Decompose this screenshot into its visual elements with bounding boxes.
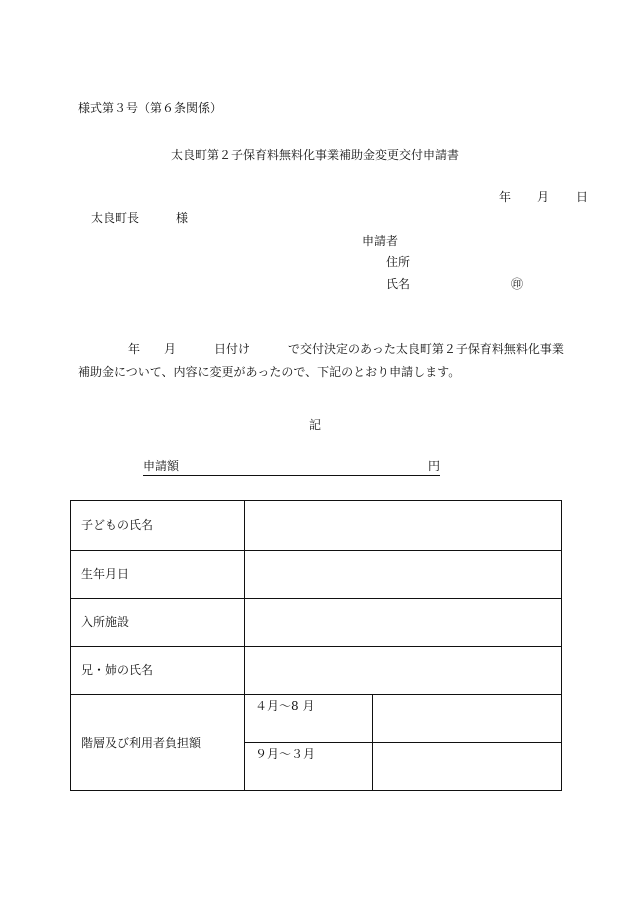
birth-date-value	[245, 551, 562, 599]
period-2-value	[373, 743, 562, 791]
seal-mark: ㊞	[511, 277, 524, 291]
table-row	[71, 647, 562, 695]
document-title: 太良町第２子保育料無料化事業補助金変更交付申請書	[170, 148, 459, 162]
facility-value	[245, 599, 562, 647]
body-day-attached-label: 日付け	[214, 342, 251, 356]
sibling-name-value	[245, 647, 562, 695]
period-1-label: ４月～8 月	[245, 695, 373, 743]
addressee-name: 太良町長	[91, 211, 140, 225]
facility-label: 入所施設	[71, 599, 245, 647]
table-row	[71, 501, 562, 551]
name-label: 氏名	[386, 277, 411, 291]
body-line-2: 補助金について、内容に変更があったので、下記のとおり申請します。	[78, 365, 461, 379]
date-year-label: 年	[499, 190, 512, 204]
amount-line	[143, 459, 440, 476]
body-year-label: 年	[128, 342, 141, 356]
body-month-label: 月	[164, 342, 177, 356]
date-day-label: 日	[576, 190, 589, 204]
ki-heading: 記	[308, 418, 321, 432]
table-row	[71, 599, 562, 647]
addressee-suffix: 様	[176, 211, 189, 225]
address-label: 住所	[386, 255, 411, 269]
birth-date-label: 生年月日	[71, 551, 245, 599]
form-number: 様式第３号（第６条関係）	[78, 101, 223, 115]
info-table	[70, 500, 562, 791]
amount-label: 申請額	[143, 459, 180, 473]
burden-label: 階層及び利用者負担額	[71, 695, 245, 791]
child-name-label: 子どもの氏名	[71, 501, 245, 551]
amount-unit: 円	[427, 459, 440, 473]
applicant-label: 申請者	[362, 234, 399, 248]
period-2-label: ９月～３月	[245, 743, 373, 791]
body-line-1-text: で交付決定のあった太良町第２子保育料無料化事業	[288, 342, 564, 356]
date-month-label: 月	[537, 190, 550, 204]
table-row	[71, 551, 562, 599]
sibling-name-label: 兄・姉の氏名	[71, 647, 245, 695]
child-name-value	[245, 501, 562, 551]
table-row	[71, 695, 562, 743]
period-1-value	[373, 695, 562, 743]
